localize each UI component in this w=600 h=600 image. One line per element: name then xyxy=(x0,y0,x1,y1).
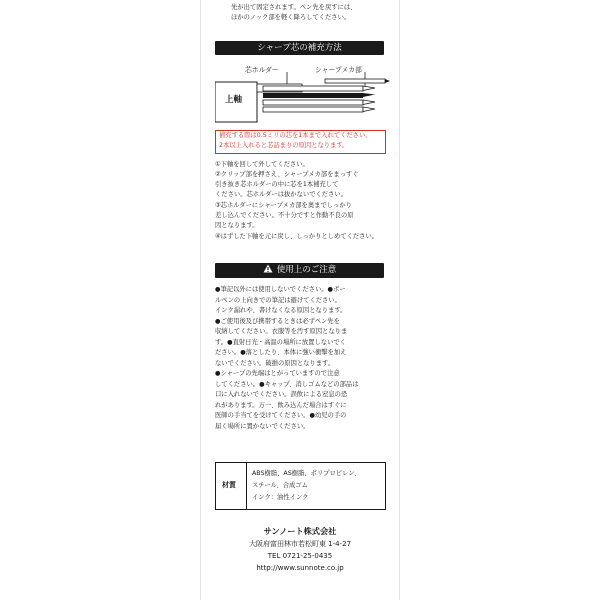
caution-line: ルペンの上向きでの筆記は避けてください。 xyxy=(215,297,341,304)
refill-heading xyxy=(215,41,384,55)
step-line-4: ください。芯ホルダーは抜かないでください。 xyxy=(215,191,347,198)
materials-line: スチール、合成ゴム xyxy=(252,482,308,489)
caution-line: 届く場所に置かないでください。 xyxy=(215,423,310,430)
warning-line-1: 補充する際は0.5ミリの芯を1本まで入れてください。 xyxy=(219,132,372,139)
mechanism-label: シャープメカ部 xyxy=(315,66,362,74)
mechanism-tube-3 xyxy=(263,100,363,105)
lead-holder-label: 芯ホルダー xyxy=(245,66,279,74)
materials-box xyxy=(215,462,386,510)
tip-shape-4 xyxy=(363,107,375,112)
caution-heading xyxy=(215,263,384,278)
warning-line-2: 2本以上入れると芯詰まりの原因となります。 xyxy=(219,141,349,149)
caution-heading-label: 使用上のご注意 xyxy=(276,265,337,275)
step-line-5: ③芯ホルダーにシャープメカ部を奥までしっかり xyxy=(215,202,352,209)
refill-diagram xyxy=(215,62,391,124)
background-left xyxy=(0,0,200,600)
top-line-2: ほかのノック部を軽く降ろしてください。 xyxy=(231,14,351,21)
caution-line: ●ご使用後及び携帯するときは必ずペン先を xyxy=(215,318,340,325)
materials-line: ABS樹脂、AS樹脂、ポリプロピレン、 xyxy=(252,470,361,477)
company-name: サンノート株式会社 xyxy=(263,526,337,536)
top-line-1: 先が出て固定されます。ペン先を戻すには、 xyxy=(231,4,357,11)
caution-line: 収納してください。衣服等を汚す原因となりま xyxy=(215,328,348,335)
materials-label: 材質 xyxy=(222,481,236,489)
caution-line: 医師の手当てを受けてください。●幼児の手の xyxy=(215,412,347,419)
company-url: http://www.sunnote.co.jp xyxy=(256,564,344,572)
company-tel: TEL 0721-25-0435 xyxy=(267,552,333,560)
mechanism-tube-1 xyxy=(263,86,363,91)
caution-line: れがあります。万一、飲み込んだ場合はすぐに xyxy=(215,402,347,409)
materials-line: インク：油性インク xyxy=(252,494,309,501)
tip-shape-2 xyxy=(363,93,375,97)
refill-heading-label: シャープ芯の補充方法 xyxy=(257,43,342,53)
caution-line: してください。●キャップ、消しゴムなどの部品は xyxy=(215,381,359,388)
step-line-2: ②クリップ部を押さえ、シャープメカ部をまっすぐ xyxy=(215,171,359,178)
caution-line: ないでください。破損の原因となります。 xyxy=(215,360,335,367)
tip-shape-3 xyxy=(363,100,375,105)
instruction-sheet xyxy=(200,0,400,600)
caution-line: す。●直射日光・高温の場所に放置しないでく xyxy=(215,339,346,346)
caution-line: ださい。●落としたり、本体に強い衝撃を加え xyxy=(215,349,347,356)
tip-shape-1 xyxy=(363,86,375,91)
step-line-6: 差し込んでください。不十分ですと作動不良の原 xyxy=(215,212,354,219)
caution-line: インク漏れや、書けなくなる原因となります。 xyxy=(215,307,347,314)
company-address: 大阪府富田林市若松町東 1-4-27 xyxy=(248,540,352,548)
refill-warning-box xyxy=(215,130,386,154)
warning-triangle-icon xyxy=(263,264,273,273)
step-line-1: ①下軸を回して外してください。 xyxy=(215,161,309,168)
step-line-3: 引き抜き芯ホルダーの中に芯を1本補充して xyxy=(215,181,339,188)
step-line-7: 因となります。 xyxy=(215,222,259,229)
upper-shaft-label: 上軸 xyxy=(225,95,243,105)
caution-line: ●筆記以外には使用しないでください。●ボー xyxy=(215,286,346,293)
mechanism-tube-4 xyxy=(263,107,363,112)
step-line-8: ④はずした下軸を元に戻し、しっかりとしめてください。 xyxy=(215,233,379,240)
mechanism-tube-2 xyxy=(263,93,363,98)
background-right xyxy=(398,0,600,600)
caution-line: ●シャープの先端はとがっていますので注意 xyxy=(215,370,340,377)
caution-line: 口に入れないでください。誤飲による窒息の恐 xyxy=(215,391,348,398)
